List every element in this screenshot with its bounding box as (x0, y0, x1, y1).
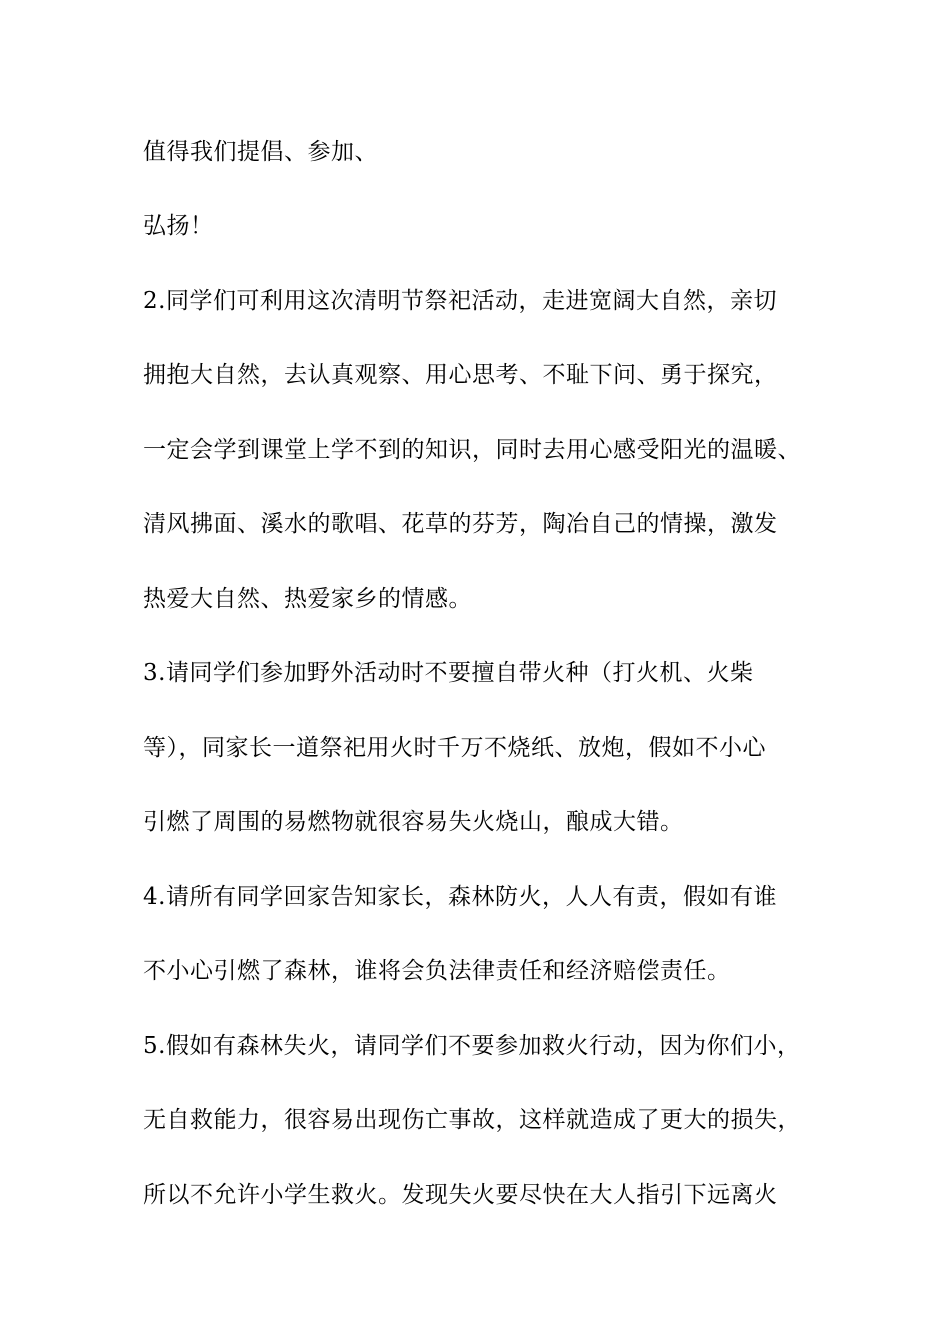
paragraph-4-line: 4.请所有同学回家告知家长，森林防火，人人有责，假如有谁 (143, 884, 777, 910)
text-line: 等），同家长一道祭祀用火时千万不烧纸、放炮，假如不小心 (143, 735, 766, 761)
text-line: 引燃了周围的易燃物就很容易失火烧山，酿成大错。 (143, 809, 684, 835)
text-line: 值得我们提倡、参加、 (143, 139, 378, 165)
text-line: 不小心引燃了森林，谁将会负法律责任和经济赔偿责任。 (143, 958, 731, 984)
text-line: 清风拂面、溪水的歌唱、花草的芬芳，陶冶自己的情操，激发 (143, 511, 778, 537)
text-line: 弘扬！ (143, 213, 214, 239)
paragraph-5-line: 5.假如有森林失火，请同学们不要参加救火行动，因为你们小， (143, 1033, 801, 1059)
text-line: 无自救能力，很容易出现伤亡事故，这样就造成了更大的损失， (143, 1107, 801, 1133)
text-line: 热爱大自然、热爱家乡的情感。 (143, 586, 472, 612)
paragraph-2-line: 2.同学们可利用这次清明节祭祀活动，走进宽阔大自然，亲切 (143, 288, 777, 314)
paragraph-3-line: 3.请同学们参加野外活动时不要擅自带火种（打火机、火柴 (143, 660, 754, 686)
text-line: 所以不允许小学生救火。发现失火要尽快在大人指引下远离火 (143, 1182, 778, 1208)
text-line: 一定会学到课堂上学不到的知识，同时去用心感受阳光的温暖、 (143, 437, 801, 463)
text-line: 拥抱大自然，去认真观察、用心思考、不耻下问、勇于探究， (143, 362, 778, 388)
